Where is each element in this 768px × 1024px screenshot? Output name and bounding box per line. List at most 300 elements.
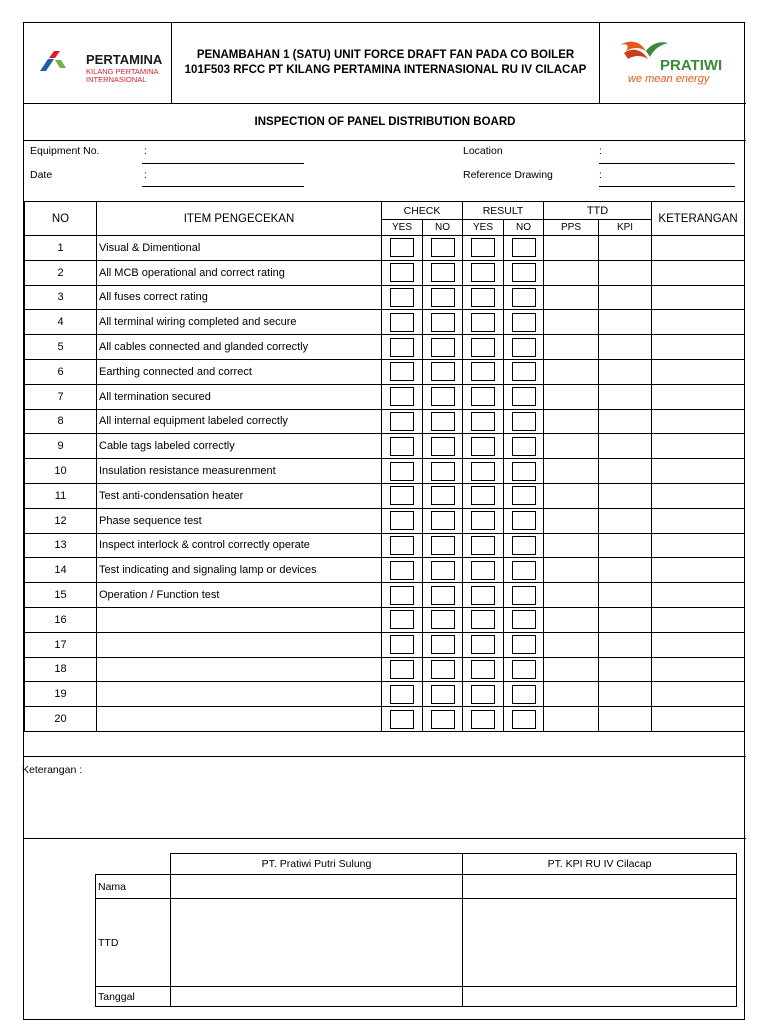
ttd-pps-cell[interactable] <box>544 409 599 434</box>
ttd-pps-cell[interactable] <box>544 657 599 682</box>
check-yes-box[interactable] <box>390 660 414 679</box>
check-no-box-cell <box>423 285 463 310</box>
result-yes-box[interactable] <box>471 437 495 456</box>
result-yes-box-cell <box>463 459 504 484</box>
check-no-box-cell <box>423 558 463 583</box>
result-yes-box[interactable] <box>471 387 495 406</box>
check-yes-box[interactable] <box>390 263 414 282</box>
ttd-kpi-cell[interactable] <box>599 558 652 583</box>
ttd-pps-cell[interactable] <box>544 285 599 310</box>
result-no-box[interactable] <box>512 536 536 555</box>
check-no-box-cell <box>423 707 463 732</box>
row-number: 19 <box>25 682 97 707</box>
check-no-box[interactable] <box>431 536 455 555</box>
ttd-kpi-cell[interactable] <box>599 236 652 261</box>
tanggal-kpi-cell[interactable] <box>463 987 737 1007</box>
check-no-box-cell <box>423 657 463 682</box>
result-yes-box-cell <box>463 607 504 632</box>
result-no-box[interactable] <box>512 387 536 406</box>
keterangan-cell[interactable] <box>652 310 745 335</box>
party-pratiwi: PT. Pratiwi Putri Sulung <box>171 854 463 875</box>
result-yes-box[interactable] <box>471 536 495 555</box>
keterangan-cell[interactable] <box>652 434 745 459</box>
ttd-pps-cell[interactable] <box>544 533 599 558</box>
divider <box>24 838 746 839</box>
result-no-box-cell <box>504 483 544 508</box>
result-yes-box[interactable] <box>471 412 495 431</box>
table-row <box>25 657 745 682</box>
check-no-box-cell <box>423 607 463 632</box>
ttd-kpi-cell[interactable] <box>463 899 737 987</box>
check-no-box[interactable] <box>431 486 455 505</box>
document-title <box>172 23 600 103</box>
keterangan-cell[interactable] <box>652 335 745 360</box>
row-number: 13 <box>25 533 97 558</box>
col-item-header: ITEM PENGECEKAN <box>97 202 382 236</box>
divider <box>24 140 746 141</box>
row-item <box>97 607 382 632</box>
ttd-kpi-cell[interactable] <box>599 285 652 310</box>
result-yes-box-cell <box>463 583 504 608</box>
row-item: All termination secured <box>97 384 382 409</box>
row-item: Inspect interlock & control correctly operate <box>97 533 382 558</box>
signature-row-ttd <box>96 899 737 987</box>
result-no-box[interactable] <box>512 288 536 307</box>
result-yes-box-cell <box>463 335 504 360</box>
check-no-box[interactable] <box>431 362 455 381</box>
row-item: All terminal wiring completed and secure <box>97 310 382 335</box>
title-line-2: 101F503 RFCC PT KILANG PERTAMINA INTERNASIONAL RU IV CILACAP <box>184 64 587 76</box>
ttd-kpi-header: KPI <box>599 220 652 236</box>
table-row <box>25 434 745 459</box>
result-no-box-cell <box>504 434 544 459</box>
ttd-pps-cell[interactable] <box>544 236 599 261</box>
check-yes-box-cell <box>382 508 423 533</box>
check-yes-box-cell <box>382 335 423 360</box>
check-yes-box[interactable] <box>390 536 414 555</box>
ttd-kpi-cell[interactable] <box>599 682 652 707</box>
ttd-kpi-cell[interactable] <box>599 707 652 732</box>
result-yes-box[interactable] <box>471 710 495 729</box>
row-number: 20 <box>25 707 97 732</box>
keterangan-cell[interactable] <box>652 583 745 608</box>
ttd-kpi-cell[interactable] <box>599 434 652 459</box>
check-yes-box-cell <box>382 682 423 707</box>
ttd-kpi-cell[interactable] <box>599 483 652 508</box>
col-ttd-header: TTD <box>544 202 652 220</box>
check-yes-box[interactable] <box>390 288 414 307</box>
row-number: 14 <box>25 558 97 583</box>
check-no-box[interactable] <box>431 238 455 257</box>
result-no-box-cell <box>504 260 544 285</box>
check-no-box[interactable] <box>431 586 455 605</box>
row-item <box>97 682 382 707</box>
check-no-box-cell <box>423 682 463 707</box>
ttd-kpi-cell[interactable] <box>599 632 652 657</box>
result-no-box-cell <box>504 409 544 434</box>
check-no-box[interactable] <box>431 387 455 406</box>
check-yes-header: YES <box>382 220 423 236</box>
check-no-box[interactable] <box>431 338 455 357</box>
ttd-kpi-cell[interactable] <box>599 533 652 558</box>
check-yes-box-cell <box>382 583 423 608</box>
check-no-box[interactable] <box>431 660 455 679</box>
table-row <box>25 409 745 434</box>
date-colon: : <box>144 169 147 181</box>
result-no-box-cell <box>504 607 544 632</box>
check-yes-box[interactable] <box>390 561 414 580</box>
col-check-header: CHECK <box>382 202 463 220</box>
check-yes-box-cell <box>382 359 423 384</box>
result-yes-box[interactable] <box>471 610 495 629</box>
check-yes-box-cell <box>382 285 423 310</box>
row-number: 5 <box>25 335 97 360</box>
ttd-kpi-cell[interactable] <box>599 607 652 632</box>
check-yes-box-cell <box>382 236 423 261</box>
pertamina-logo <box>24 23 172 103</box>
row-number: 6 <box>25 359 97 384</box>
reference-label: Reference Drawing <box>463 169 553 181</box>
check-no-box-cell <box>423 483 463 508</box>
nama-kpi-cell[interactable] <box>463 875 737 899</box>
keterangan-cell[interactable] <box>652 260 745 285</box>
check-yes-box[interactable] <box>390 313 414 332</box>
check-yes-box-cell <box>382 434 423 459</box>
row-item: Phase sequence test <box>97 508 382 533</box>
result-yes-box[interactable] <box>471 511 495 530</box>
title-line-1: PENAMBAHAN 1 (SATU) UNIT FORCE DRAFT FAN PADA CO BOILER <box>196 49 575 61</box>
equipment-colon: : <box>144 145 147 157</box>
inspection-table <box>24 201 745 732</box>
check-no-header: NO <box>423 220 463 236</box>
check-no-box[interactable] <box>431 313 455 332</box>
result-no-box[interactable] <box>512 238 536 257</box>
inspection-form <box>23 22 745 1020</box>
result-yes-box[interactable] <box>471 660 495 679</box>
keterangan-cell[interactable] <box>652 359 745 384</box>
check-yes-box[interactable] <box>390 635 414 654</box>
row-number: 8 <box>25 409 97 434</box>
check-no-box-cell <box>423 508 463 533</box>
keterangan-cell[interactable] <box>652 459 745 484</box>
ttd-pps-cell[interactable] <box>544 310 599 335</box>
location-colon: : <box>599 145 602 157</box>
check-no-box[interactable] <box>431 437 455 456</box>
check-yes-box[interactable] <box>390 710 414 729</box>
result-yes-box-cell <box>463 508 504 533</box>
check-no-box[interactable] <box>431 288 455 307</box>
ttd-kpi-cell[interactable] <box>599 657 652 682</box>
ttd-kpi-cell[interactable] <box>599 583 652 608</box>
result-yes-box-cell <box>463 483 504 508</box>
check-no-box[interactable] <box>431 412 455 431</box>
check-no-box[interactable] <box>431 635 455 654</box>
result-no-box-cell <box>504 285 544 310</box>
row-number: 9 <box>25 434 97 459</box>
ttd-pps-cell[interactable] <box>544 558 599 583</box>
keterangan-cell[interactable] <box>652 607 745 632</box>
result-no-box-cell <box>504 682 544 707</box>
check-yes-box[interactable] <box>390 338 414 357</box>
check-no-box-cell <box>423 359 463 384</box>
check-no-box-cell <box>423 533 463 558</box>
pertamina-name: PERTAMINA <box>86 52 163 67</box>
table-row <box>25 260 745 285</box>
keterangan-cell[interactable] <box>652 558 745 583</box>
check-yes-box[interactable] <box>390 685 414 704</box>
ttd-pps-cell[interactable] <box>544 384 599 409</box>
result-no-box-cell <box>504 384 544 409</box>
check-yes-box[interactable] <box>390 486 414 505</box>
result-no-box-cell <box>504 236 544 261</box>
check-no-box[interactable] <box>431 561 455 580</box>
result-yes-box[interactable] <box>471 586 495 605</box>
check-yes-box[interactable] <box>390 412 414 431</box>
result-no-box[interactable] <box>512 362 536 381</box>
ttd-pps-cell[interactable] <box>544 508 599 533</box>
table-row <box>25 335 745 360</box>
divider <box>24 756 746 757</box>
check-no-box[interactable] <box>431 511 455 530</box>
result-yes-header: YES <box>463 220 504 236</box>
check-yes-box[interactable] <box>390 362 414 381</box>
result-no-box[interactable] <box>512 635 536 654</box>
result-yes-box-cell <box>463 236 504 261</box>
row-number: 11 <box>25 483 97 508</box>
row-item: Insulation resistance measurenment <box>97 459 382 484</box>
result-no-header: NO <box>504 220 544 236</box>
tanggal-label: Tanggal <box>96 987 171 1007</box>
ttd-pps-cell[interactable] <box>544 607 599 632</box>
ttd-pps-cell[interactable] <box>544 260 599 285</box>
ttd-pps-cell[interactable] <box>544 483 599 508</box>
result-no-box[interactable] <box>512 263 536 282</box>
result-no-box[interactable] <box>512 660 536 679</box>
result-yes-box-cell <box>463 632 504 657</box>
check-yes-box[interactable] <box>390 238 414 257</box>
row-number: 3 <box>25 285 97 310</box>
equipment-field[interactable] <box>142 163 304 164</box>
keterangan-cell[interactable] <box>652 409 745 434</box>
table-row <box>25 483 745 508</box>
ttd-pps-cell[interactable] <box>544 632 599 657</box>
keterangan-cell[interactable] <box>652 384 745 409</box>
ttd-kpi-cell[interactable] <box>599 409 652 434</box>
ttd-pps-cell[interactable] <box>544 583 599 608</box>
ttd-kpi-cell[interactable] <box>599 359 652 384</box>
row-number: 4 <box>25 310 97 335</box>
row-number: 2 <box>25 260 97 285</box>
keterangan-cell[interactable] <box>652 483 745 508</box>
row-number: 10 <box>25 459 97 484</box>
check-yes-box-cell <box>382 607 423 632</box>
result-no-box-cell <box>504 707 544 732</box>
result-yes-box[interactable] <box>471 486 495 505</box>
ttd-kpi-cell[interactable] <box>599 335 652 360</box>
row-number: 15 <box>25 583 97 608</box>
check-yes-box-cell <box>382 384 423 409</box>
result-no-box-cell <box>504 632 544 657</box>
result-no-box-cell <box>504 558 544 583</box>
ttd-pratiwi-cell[interactable] <box>171 899 463 987</box>
keterangan-cell[interactable] <box>652 632 745 657</box>
keterangan-cell[interactable] <box>652 285 745 310</box>
check-yes-box[interactable] <box>390 586 414 605</box>
check-yes-box-cell <box>382 459 423 484</box>
result-no-box[interactable] <box>512 610 536 629</box>
location-label: Location <box>463 145 503 157</box>
result-no-box[interactable] <box>512 338 536 357</box>
check-yes-box-cell <box>382 707 423 732</box>
result-no-box-cell <box>504 508 544 533</box>
ttd-label: TTD <box>96 899 171 987</box>
result-yes-box-cell <box>463 285 504 310</box>
row-item: Visual & Dimentional <box>97 236 382 261</box>
ttd-pps-header: PPS <box>544 220 599 236</box>
result-no-box-cell <box>504 359 544 384</box>
check-no-box-cell <box>423 632 463 657</box>
keterangan-cell[interactable] <box>652 236 745 261</box>
result-yes-box-cell <box>463 657 504 682</box>
result-no-box[interactable] <box>512 486 536 505</box>
result-no-box[interactable] <box>512 561 536 580</box>
result-no-box-cell <box>504 310 544 335</box>
table-row <box>25 459 745 484</box>
signature-corner <box>96 854 171 875</box>
table-row <box>25 384 745 409</box>
check-no-box[interactable] <box>431 263 455 282</box>
row-item <box>97 707 382 732</box>
table-row <box>25 285 745 310</box>
party-kpi: PT. KPI RU IV Cilacap <box>463 854 737 875</box>
result-no-box[interactable] <box>512 685 536 704</box>
check-yes-box-cell <box>382 310 423 335</box>
result-yes-box-cell <box>463 384 504 409</box>
check-no-box-cell <box>423 459 463 484</box>
table-row <box>25 508 745 533</box>
col-no-header: NO <box>25 202 97 236</box>
result-yes-box[interactable] <box>471 362 495 381</box>
ttd-kpi-cell[interactable] <box>599 508 652 533</box>
tanggal-pratiwi-cell[interactable] <box>171 987 463 1007</box>
row-number: 18 <box>25 657 97 682</box>
result-yes-box[interactable] <box>471 635 495 654</box>
nama-pratiwi-cell[interactable] <box>171 875 463 899</box>
ttd-kpi-cell[interactable] <box>599 310 652 335</box>
row-number: 7 <box>25 384 97 409</box>
row-item: Cable tags labeled correctly <box>97 434 382 459</box>
result-no-box[interactable] <box>512 511 536 530</box>
result-no-box[interactable] <box>512 313 536 332</box>
keterangan-cell[interactable] <box>652 657 745 682</box>
check-yes-box-cell <box>382 533 423 558</box>
check-yes-box-cell <box>382 409 423 434</box>
table-row <box>25 682 745 707</box>
result-no-box[interactable] <box>512 412 536 431</box>
check-yes-box-cell <box>382 260 423 285</box>
check-no-box[interactable] <box>431 710 455 729</box>
date-field[interactable] <box>142 186 304 187</box>
result-yes-box[interactable] <box>471 462 495 481</box>
pratiwi-name: PRATIWI <box>660 57 723 74</box>
result-yes-box[interactable] <box>471 685 495 704</box>
date-label: Date <box>30 169 53 181</box>
table-row <box>25 632 745 657</box>
check-yes-box[interactable] <box>390 511 414 530</box>
reference-field[interactable] <box>599 186 735 187</box>
result-no-box-cell <box>504 335 544 360</box>
location-field[interactable] <box>599 163 735 164</box>
keterangan-cell[interactable] <box>652 508 745 533</box>
row-item <box>97 632 382 657</box>
result-yes-box[interactable] <box>471 288 495 307</box>
result-yes-box-cell <box>463 359 504 384</box>
result-no-box[interactable] <box>512 710 536 729</box>
row-item: Earthing connected and correct <box>97 359 382 384</box>
check-no-box[interactable] <box>431 462 455 481</box>
result-yes-box-cell <box>463 682 504 707</box>
ttd-pps-cell[interactable] <box>544 459 599 484</box>
result-yes-box[interactable] <box>471 263 495 282</box>
result-yes-box-cell <box>463 558 504 583</box>
ttd-pps-cell[interactable] <box>544 434 599 459</box>
table-row <box>25 533 745 558</box>
check-no-box-cell <box>423 583 463 608</box>
row-number: 12 <box>25 508 97 533</box>
keterangan-cell[interactable] <box>652 707 745 732</box>
ttd-pps-cell[interactable] <box>544 335 599 360</box>
result-yes-box[interactable] <box>471 313 495 332</box>
ttd-pps-cell[interactable] <box>544 682 599 707</box>
result-no-box[interactable] <box>512 586 536 605</box>
ttd-pps-cell[interactable] <box>544 359 599 384</box>
check-no-box-cell <box>423 260 463 285</box>
pertamina-emblem-icon <box>40 51 66 73</box>
ttd-pps-cell[interactable] <box>544 707 599 732</box>
check-no-box[interactable] <box>431 610 455 629</box>
result-yes-box[interactable] <box>471 338 495 357</box>
result-no-box[interactable] <box>512 437 536 456</box>
check-yes-box-cell <box>382 558 423 583</box>
pertamina-sub1: KILANG PERTAMINA <box>86 67 159 76</box>
keterangan-label: Keterangan : <box>22 764 83 776</box>
signature-table <box>95 853 737 1007</box>
reference-colon: : <box>599 169 602 181</box>
keterangan-cell[interactable] <box>652 533 745 558</box>
signature-row-tanggal <box>96 987 737 1007</box>
table-row <box>25 236 745 261</box>
result-no-box-cell <box>504 657 544 682</box>
check-yes-box[interactable] <box>390 387 414 406</box>
check-no-box-cell <box>423 409 463 434</box>
check-no-box[interactable] <box>431 685 455 704</box>
check-yes-box[interactable] <box>390 462 414 481</box>
ttd-kpi-cell[interactable] <box>599 260 652 285</box>
ttd-kpi-cell[interactable] <box>599 459 652 484</box>
row-number: 17 <box>25 632 97 657</box>
keterangan-cell[interactable] <box>652 682 745 707</box>
result-no-box[interactable] <box>512 462 536 481</box>
ttd-kpi-cell[interactable] <box>599 384 652 409</box>
check-no-box-cell <box>423 236 463 261</box>
result-yes-box[interactable] <box>471 238 495 257</box>
table-row <box>25 310 745 335</box>
result-yes-box[interactable] <box>471 561 495 580</box>
check-yes-box-cell <box>382 632 423 657</box>
check-yes-box[interactable] <box>390 610 414 629</box>
result-yes-box-cell <box>463 533 504 558</box>
check-yes-box[interactable] <box>390 437 414 456</box>
